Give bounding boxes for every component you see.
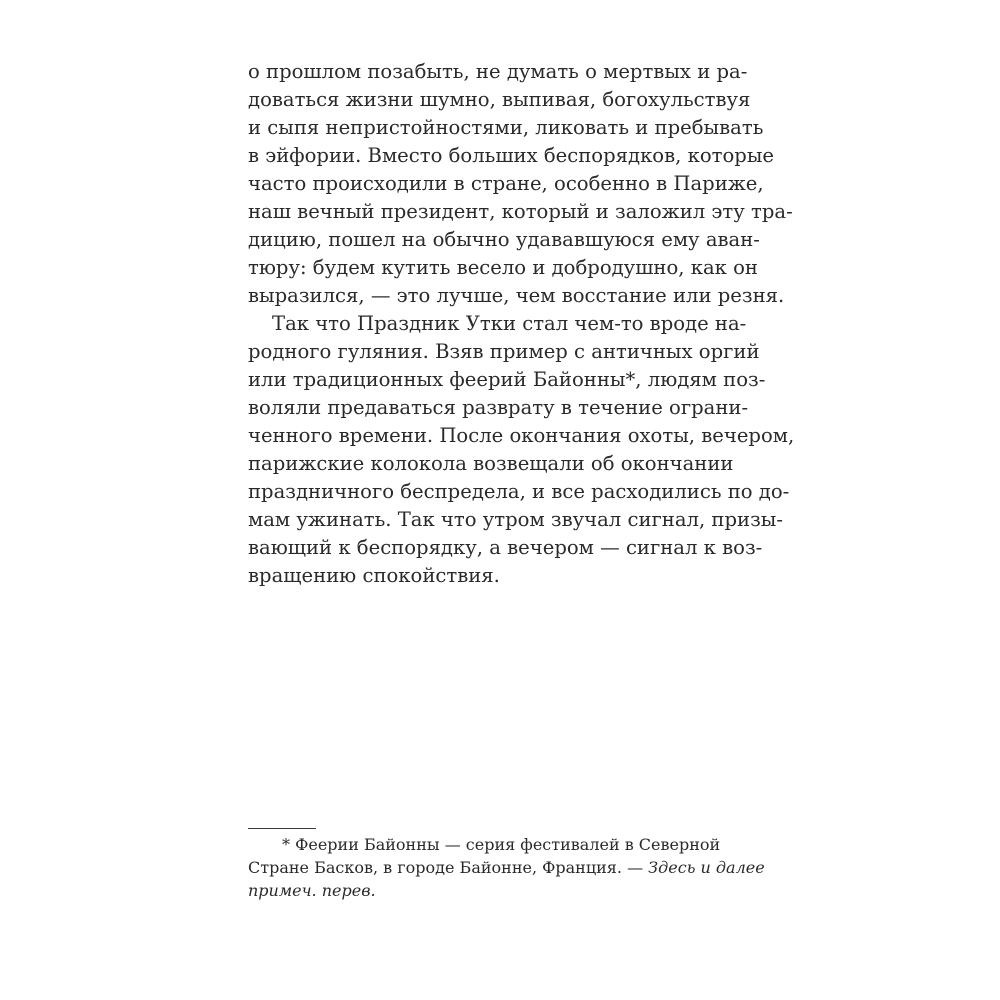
body-line: парижские колокола возвещали об окончании [248,452,734,475]
footnote-line: * Феерии Байонны — серия фестивалей в Северной [282,835,721,854]
body-line: выразился, — это лучше, чем восстание или резня. [248,284,785,307]
footnote-rule [248,828,316,829]
body-line: дицию, пошел на обычно удававшуюся ему аван- [248,228,760,251]
body-line: вающий к беспорядку, а вечером — сигнал к воз- [248,536,763,559]
body-line: в эйфории. Вместо больших беспорядков, которые [248,144,775,167]
body-line: мам ужинать. Так что утром звучал сигнал, призы- [248,508,783,531]
body-line: наш вечный президент, который и заложил эту тра- [248,200,793,223]
body-line: родного гуляния. Взяв пример с античных оргий [248,340,760,363]
body-line: праздничного беспредела, и все расходились по до- [248,480,790,503]
body-line: или традиционных феерий Байонны*, людям поз- [248,368,766,391]
footnote-italic: Здесь и далее [648,858,765,877]
body-line: тюру: будем кутить весело и добродушно, как он [248,256,758,279]
body-line: часто происходили в стране, особенно в Париже, [248,172,764,195]
body-line: доваться жизни шумно, выпивая, богохульствуя [248,88,751,111]
body-line: о прошлом позабыть, не думать о мертвых и ра- [248,60,748,83]
body-line: и сыпя непристойностями, ликовать и пребывать [248,116,764,139]
body-line: вращению спокойствия. [248,564,500,587]
footnote-line [248,880,712,902]
body-line: ченного времени. После окончания охоты, вечером, [248,424,795,447]
body-line: воляли предаваться разврату в течение ограни- [248,396,749,419]
footnote-line [248,857,765,879]
footnote-text: Стране Басков, в городе Байонне, Франция. — [248,858,649,877]
footnote-italic: примеч. перев. [248,881,376,900]
paragraph-first-line: Так что Праздник Утки стал чем-то вроде на- [272,312,747,335]
